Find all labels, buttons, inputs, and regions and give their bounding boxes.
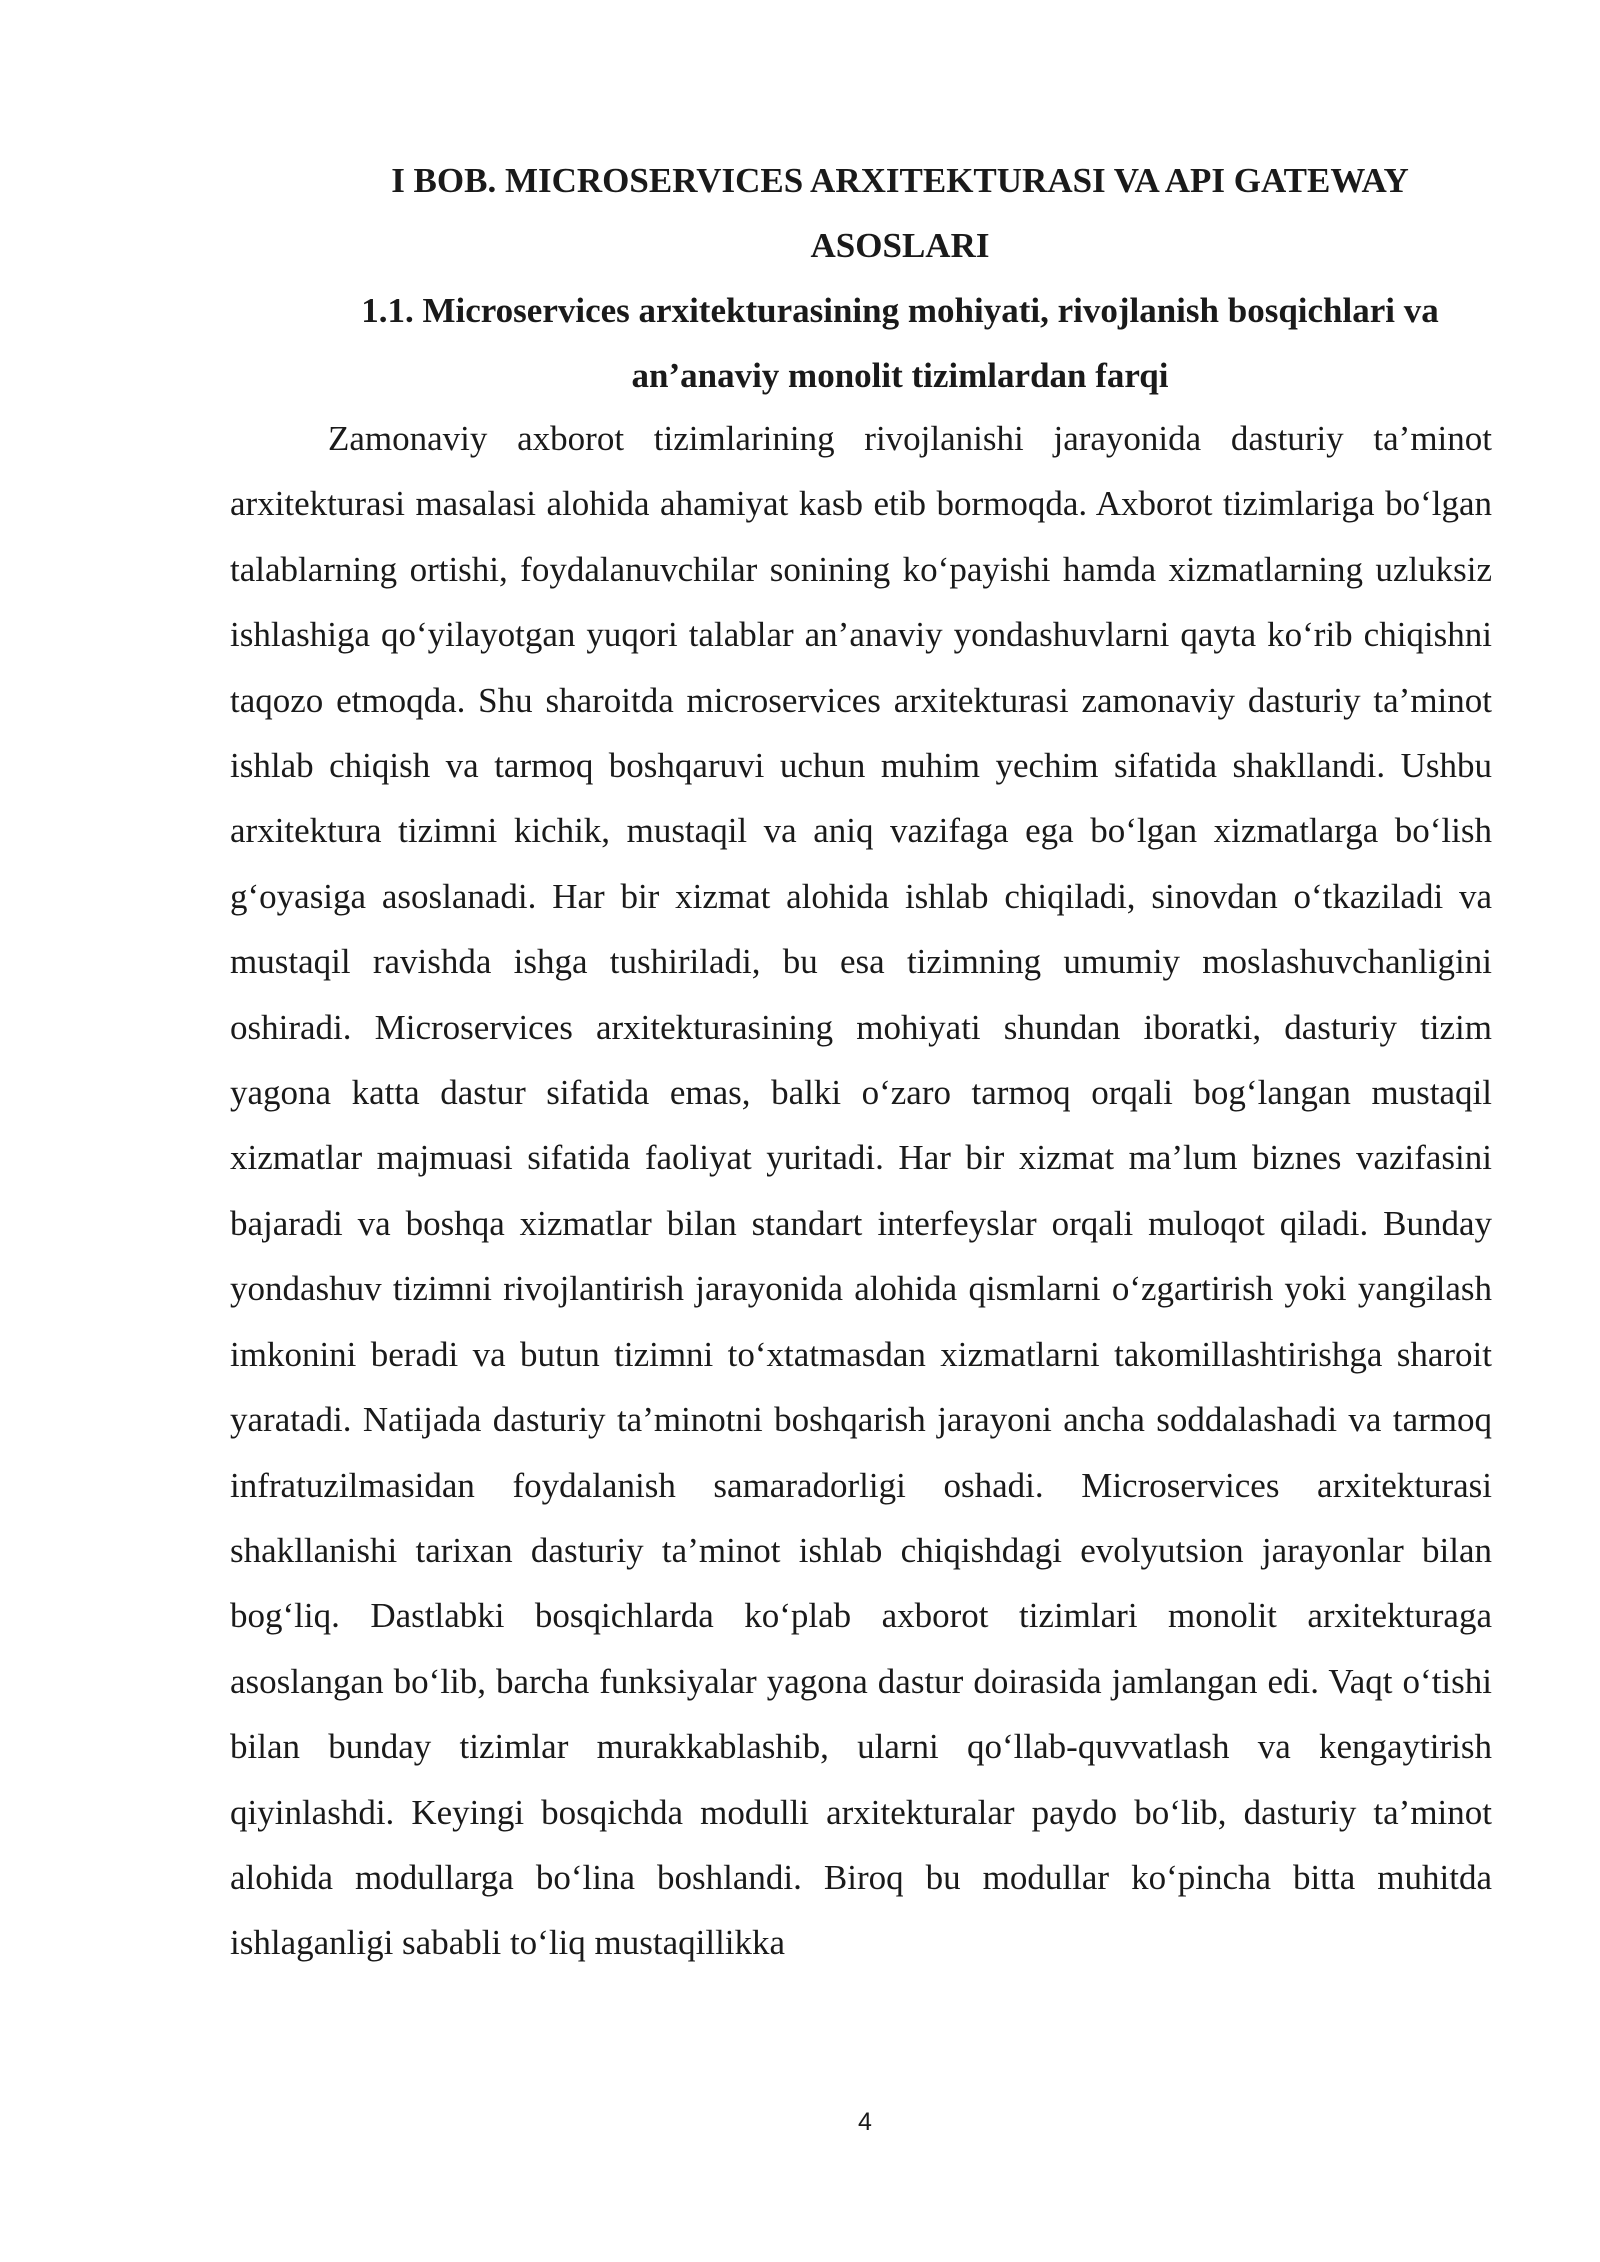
section-title: 1.1. Microservices arxitekturasining mohiyati, rivojlanish bosqichlari va an’anaviy monolit tizimlardan farqi bbox=[361, 291, 1439, 395]
chapter-title: I BOB. MICROSERVICES ARXITEKTURASI VA API GATEWAY ASOSLARI bbox=[391, 161, 1409, 265]
body-paragraph: Zamonaviy axborot tizimlarining rivojlanishi jarayonida dasturiy ta’minot arxitekturasi masalasi alohida ahamiyat kasb etib bormoqda. Axborot tizimlariga bo‘lgan talablarning ortishi, foydalanuvchilar sonining ko‘payishi hamda xizmatlarning uzluksiz ishlashiga qo‘yilayotgan yuqori talablar an’anaviy yondashuvlarni qayta ko‘rib chiqishni taqozo etmoqda. Shu sharoitda microservices arxitekturasi zamonaviy dasturiy ta’minot ishlab chiqish va tarmoq boshqaruvi uchun muhim yechim sifatida shakllandi. Ushbu arxitektura tizimni kichik, mustaqil va aniq vazifaga ega bo‘lgan xizmatlarga bo‘lish g‘oyasiga asoslanadi. Har bir xizmat alohida ishlab chiqiladi, sinovdan o‘tkaziladi va mustaqil ravishda ishga tushiriladi, bu esa tizimning umumiy moslashuvchanligini oshiradi. Microservices arxitekturasining mohiyati shundan iboratki, dasturiy tizim yagona katta dastur sifatida emas, balki o‘zaro tarmoq orqali bog‘langan mustaqil xizmatlar majmuasi sifatida faoliyat yuritadi. Har bir xizmat ma’lum biznes vazifasini bajaradi va boshqa xizmatlar bilan standart interfeyslar orqali muloqot qiladi. Bunday yondashuv tizimni rivojlantirish jarayonida alohida qismlarni o‘zgartirish yoki yangilash imkonini beradi va butun tizimni to‘xtatmasdan xizmatlarni takomillashtirishga sharoit yaratadi. Natijada dasturiy ta’minotni boshqarish jarayoni ancha soddalashadi va tarmoq infratuzilmasidan foydalanish samaradorligi oshadi. Microservices arxitekturasi shakllanishi tarixan dasturiy ta’minot ishlab chiqishdagi evolyutsion jarayonlar bilan bog‘liq. Dastlabki bosqichlarda ko‘plab axborot tizimlari monolit arxitekturaga asoslangan bo‘lib, barcha funksiyalar yagona dastur doirasida jamlangan edi. Vaqt o‘tishi bilan bunday tizimlar murakkablashib, ularni qo‘llab-quvvatlash va kengaytirish qiyinlashdi. Keyingi bosqichda modulli arxitekturalar paydo bo‘lib, dasturiy ta’minot alohida modullarga bo‘lina boshlandi. Biroq bu modullar ko‘pincha bitta muhitda ishlaganligi sababli to‘liq mustaqillikka bbox=[230, 419, 1492, 1963]
page-number: 4 bbox=[858, 2108, 872, 2136]
